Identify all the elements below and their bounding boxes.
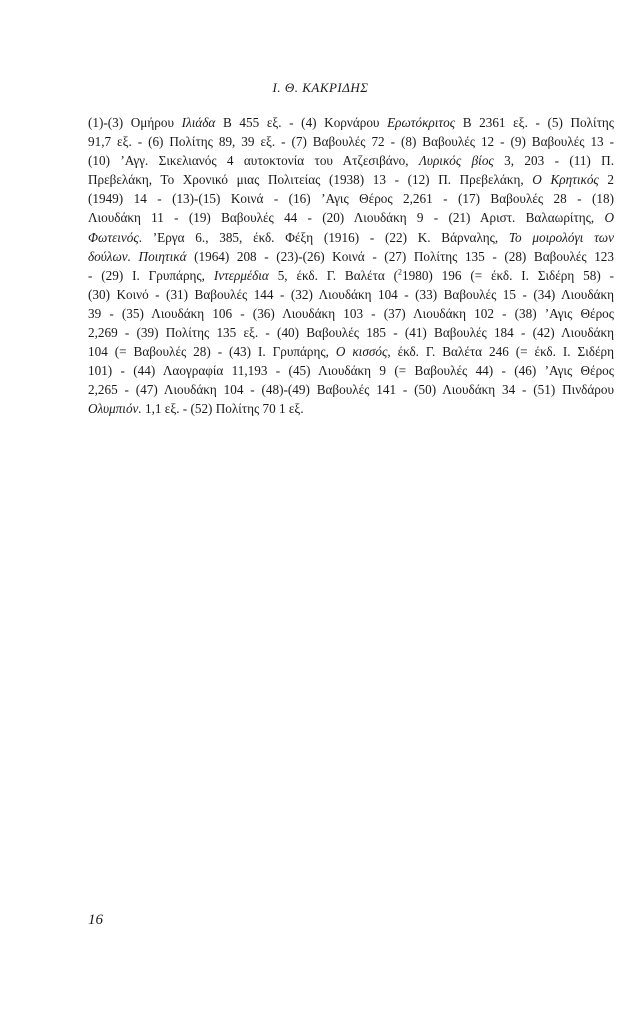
note-line	[88, 208, 614, 227]
note-text: 3, 203 - (11) Π.	[493, 153, 614, 169]
note-text: 2,269 - (39) Πολίτης 135 εξ. - (40) Βαβουλές 185 - (41) Βαβουλές 184 - (42) Λιουδάκη	[88, 325, 614, 341]
note-text: (10) ’Αγγ. Σικελιανός 4 αυτοκτονία του Ατζεσιβάνο,	[88, 153, 419, 169]
note-line	[88, 285, 614, 304]
running-head: Ι. Θ. ΚΑΚΡΙΔΗΣ	[272, 80, 369, 95]
note-line	[88, 189, 614, 208]
note-line	[88, 323, 614, 342]
note-line	[88, 361, 614, 380]
note-line	[88, 304, 614, 323]
note-text: (1964) 208 - (23)-(26) Κοινά - (27) Πολίτης 135 - (28) Βαβουλές 123	[186, 248, 614, 264]
note-line	[88, 380, 614, 399]
note-line	[88, 266, 614, 285]
italic-title: Ο κισσός	[335, 344, 388, 360]
note-text: 91,7 εξ. - (6) Πολίτης 89, 39 εξ. - (7) Βαβουλές 72 - (8) Βαβουλές 12 - (9) Βαβουλές 13 -	[88, 134, 614, 150]
note-line	[88, 170, 614, 189]
italic-title: Ο Κρητικός	[532, 172, 599, 188]
note-text: 2,265 - (47) Λιουδάκη 104 - (48)-(49) Βαβουλές 141 - (50) Λιουδάκη 34 - (51) Πινδάρου	[88, 382, 614, 398]
note-line	[88, 151, 614, 170]
italic-title: Ιντερμέδια	[213, 267, 269, 283]
note-line	[88, 132, 614, 151]
note-text: Λιουδάκη 11 - (19) Βαβουλές 44 - (20) Λιουδάκη 9 - (21) Αριστ. Βαλαωρίτης,	[88, 210, 605, 226]
note-text: Πρεβελάκη, Το Χρονικό μιας Πολιτείας (1938) 13 - (12) Π. Πρεβελάκη,	[88, 172, 533, 188]
italic-title: Ιλιάδα	[181, 115, 216, 130]
italic-title: Λυρικός βίος	[418, 153, 494, 169]
note-line	[88, 247, 614, 266]
italic-title: Ερωτόκριτος	[387, 115, 456, 130]
note-text: , έκδ. Γ. Βαλέτα 246 (= έκδ. Ι. Σιδέρη	[387, 344, 614, 360]
italic-title: Ολυμπιόν.	[88, 401, 142, 417]
note-text: 1,1 εξ. - (52) Πολίτης 70 1 εξ.	[141, 401, 304, 417]
endnotes-block	[88, 113, 614, 419]
note-text: (30) Κοινό - (31) Βαβουλές 144 - (32) Λιουδάκη 104 - (33) Βαβουλές 15 - (34) Λιουδάκη	[88, 286, 614, 302]
note-line	[88, 228, 614, 247]
note-line	[88, 399, 614, 418]
superscript: 2	[398, 267, 403, 277]
note-text: 5, έκδ. Γ. Βαλέτα (	[268, 267, 399, 283]
page-number: 16	[88, 912, 103, 928]
italic-title: Φωτεινός	[88, 229, 139, 245]
italic-title: δούλων. Ποιητικά	[88, 248, 187, 264]
note-text: 104 (= Βαβουλές 28) - (43) Ι. Γρυπάρης,	[88, 344, 336, 360]
italic-title: Το μοιρολόγι των	[508, 229, 614, 245]
note-line	[88, 113, 614, 132]
note-text: 2	[598, 172, 614, 188]
note-text: (1949) 14 - (13)-(15) Κοινά - (16) ’Αγις Θέρος 2,261 - (17) Βαβουλές 28 - (18)	[88, 191, 614, 207]
note-line	[88, 342, 614, 361]
note-text: . ’Εργα 6., 385, έκδ. Φέξη (1916) - (22) Κ. Βάρναλης,	[138, 229, 509, 245]
note-text: (1)-(3) Ομήρου	[88, 115, 182, 130]
note-text: 39 - (35) Λιουδάκη 106 - (36) Λιουδάκη 103 - (37) Λιουδάκη 102 - (38) ’Αγις Θέρος	[88, 305, 614, 321]
note-text: 101) - (44) Λαογραφία 11,193 - (45) Λιουδάκη 9 (= Βαβουλές 44) - (46) ’Αγις Θέρος	[88, 363, 614, 379]
note-text: 1980) 196 (= έκδ. Ι. Σιδέρη 58) -	[402, 267, 614, 283]
note-text: - (29) Ι. Γρυπάρης,	[88, 267, 214, 283]
note-text: Β 2361 εξ. - (5) Πολίτης	[455, 115, 614, 130]
note-text: Β 455 εξ. - (4) Κορνάρου	[215, 115, 388, 130]
italic-title: Ο	[604, 210, 614, 226]
